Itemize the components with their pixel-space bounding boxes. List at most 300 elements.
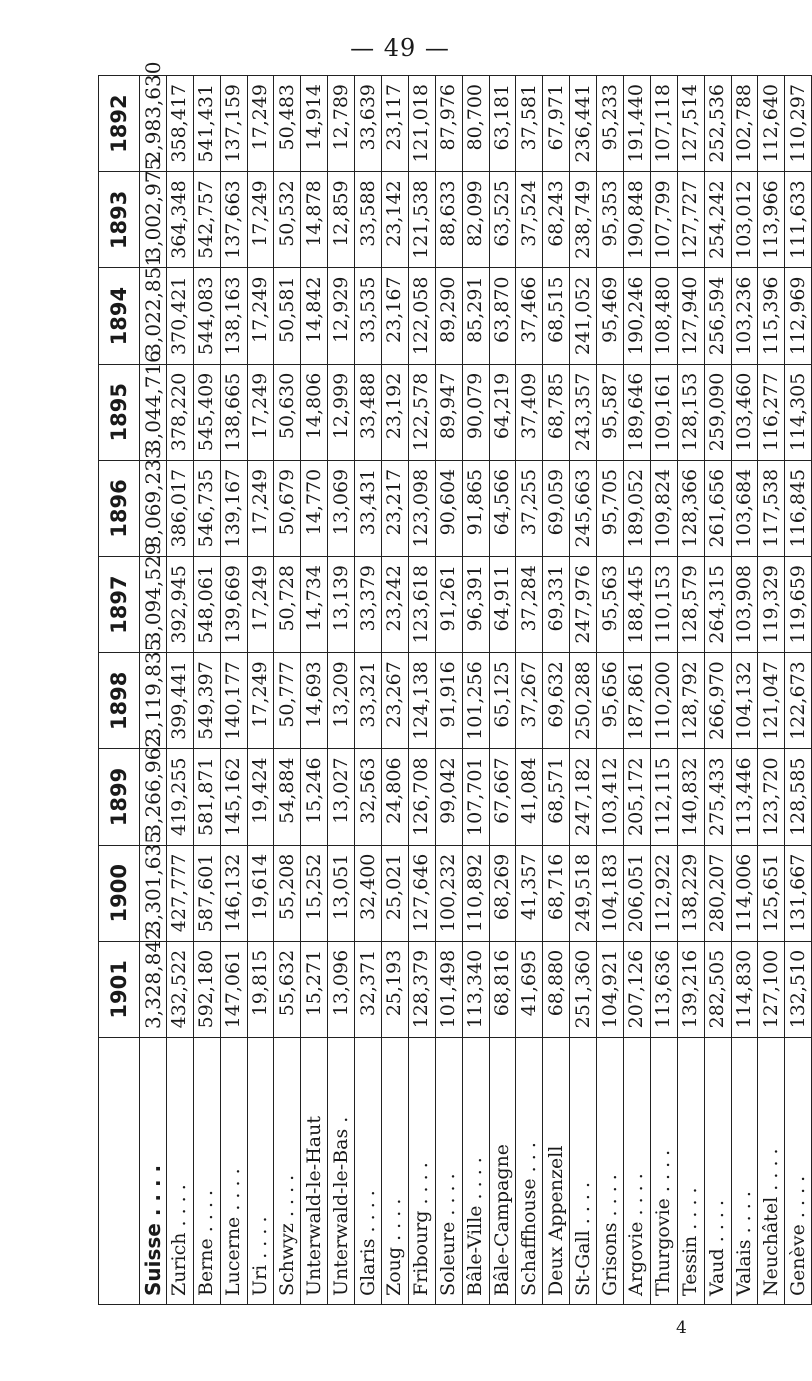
year-header: 1892: [99, 76, 140, 172]
canton-label: Argovie . . . .: [624, 1038, 651, 1305]
table-row: [328, 76, 355, 1305]
table-row: [516, 76, 543, 1305]
population-value: 275,433: [704, 749, 731, 845]
population-value: 116,845: [785, 460, 812, 556]
population-value: 127,514: [677, 76, 704, 172]
population-value: 114,006: [731, 845, 758, 941]
population-value: 37,524: [516, 172, 543, 268]
population-value: 17,249: [247, 460, 274, 556]
population-value: 137,159: [220, 76, 247, 172]
population-value: 282,505: [704, 941, 731, 1037]
population-value: 256,594: [704, 268, 731, 364]
population-value: 37,267: [516, 653, 543, 749]
population-value: 23,192: [382, 364, 409, 460]
population-value: 96,391: [462, 557, 489, 653]
population-value: 110,892: [462, 845, 489, 941]
table-row: [570, 76, 597, 1305]
population-value: 63,181: [489, 76, 516, 172]
population-value: 245,663: [570, 460, 597, 556]
population-value: 122,673: [785, 653, 812, 749]
canton-label: Unterwald-le-Bas .: [328, 1038, 355, 1305]
population-value: 13,209: [328, 653, 355, 749]
population-value: 19,424: [247, 749, 274, 845]
population-value: 137,663: [220, 172, 247, 268]
population-value: 125,651: [758, 845, 785, 941]
population-value: 138,163: [220, 268, 247, 364]
population-value: 33,379: [355, 557, 382, 653]
population-value: 15,246: [301, 749, 328, 845]
population-value: 14,693: [301, 653, 328, 749]
table-row: [462, 76, 489, 1305]
canton-label: Suisse . . . .: [140, 1038, 167, 1305]
population-value: 17,249: [247, 653, 274, 749]
population-value: 3,328,842: [140, 941, 167, 1037]
canton-label: Lucerne . . . .: [220, 1038, 247, 1305]
population-value: 23,267: [382, 653, 409, 749]
population-value: 110,297: [785, 76, 812, 172]
population-value: 14,878: [301, 172, 328, 268]
table-row: [489, 76, 516, 1305]
population-value: 104,183: [597, 845, 624, 941]
year-header: 1895: [99, 364, 140, 460]
population-value: 32,400: [355, 845, 382, 941]
population-value: 68,880: [543, 941, 570, 1037]
population-value: 12,859: [328, 172, 355, 268]
canton-label: Zoug . . . .: [382, 1038, 409, 1305]
population-value: 68,716: [543, 845, 570, 941]
population-value: 128,366: [677, 460, 704, 556]
population-value: 264,315: [704, 557, 731, 653]
population-value: 91,865: [462, 460, 489, 556]
population-value: 189,052: [624, 460, 651, 556]
population-value: 254,242: [704, 172, 731, 268]
population-value: 121,538: [408, 172, 435, 268]
table-body: [140, 61, 812, 1305]
table-row: [731, 76, 758, 1305]
population-value: 370,421: [166, 268, 193, 364]
canton-label: Bâle-Ville . . . .: [462, 1038, 489, 1305]
population-value: 205,172: [624, 749, 651, 845]
population-value: 14,806: [301, 364, 328, 460]
population-value: 14,770: [301, 460, 328, 556]
page-number: — 49 —: [350, 34, 450, 62]
population-value: 64,566: [489, 460, 516, 556]
table-row: [220, 76, 247, 1305]
population-value: 378,220: [166, 364, 193, 460]
population-value: 24,806: [382, 749, 409, 845]
population-value: 113,446: [731, 749, 758, 845]
population-value: 64,911: [489, 557, 516, 653]
population-value: 3,094,529: [140, 557, 167, 653]
population-value: 33,431: [355, 460, 382, 556]
year-header: 1896: [99, 460, 140, 556]
population-value: 119,329: [758, 557, 785, 653]
population-value: 95,705: [597, 460, 624, 556]
population-value: 25,193: [382, 941, 409, 1037]
canton-label: Soleure . . . .: [435, 1038, 462, 1305]
population-value: 63,525: [489, 172, 516, 268]
population-value: 17,249: [247, 76, 274, 172]
population-value: 32,563: [355, 749, 382, 845]
population-value: 128,153: [677, 364, 704, 460]
population-value: 116,277: [758, 364, 785, 460]
population-value: 399,441: [166, 653, 193, 749]
population-value: 261,656: [704, 460, 731, 556]
population-value: 241,052: [570, 268, 597, 364]
table-row: [301, 76, 328, 1305]
population-value: 544,083: [193, 268, 220, 364]
canton-label: Unterwald-le-Haut: [301, 1038, 328, 1305]
population-value: 128,792: [677, 653, 704, 749]
population-value: 545,409: [193, 364, 220, 460]
year-header: 1900: [99, 845, 140, 941]
population-value: 115,396: [758, 268, 785, 364]
population-value: 25,021: [382, 845, 409, 941]
population-value: 266,970: [704, 653, 731, 749]
population-value: 542,757: [193, 172, 220, 268]
canton-label: Fribourg . . . .: [408, 1038, 435, 1305]
population-value: 364,348: [166, 172, 193, 268]
population-value: 37,581: [516, 76, 543, 172]
population-value: 249,518: [570, 845, 597, 941]
table-row: [166, 76, 193, 1305]
population-value: 190,848: [624, 172, 651, 268]
population-value: 206,051: [624, 845, 651, 941]
population-value: 113,636: [650, 941, 677, 1037]
total-row: [140, 76, 167, 1305]
canton-label: Valais . . . .: [731, 1038, 758, 1305]
population-value: 107,701: [462, 749, 489, 845]
population-value: 14,842: [301, 268, 328, 364]
population-value: 95,469: [597, 268, 624, 364]
population-value: 128,379: [408, 941, 435, 1037]
population-value: 41,357: [516, 845, 543, 941]
year-header: 1894: [99, 268, 140, 364]
population-value: 13,051: [328, 845, 355, 941]
table-row: [382, 76, 409, 1305]
population-value: 100,232: [435, 845, 462, 941]
population-value: 103,236: [731, 268, 758, 364]
population-value: 55,208: [274, 845, 301, 941]
population-value: 131,667: [785, 845, 812, 941]
population-value: 191,440: [624, 76, 651, 172]
canton-label: Bâle-Campagne: [489, 1038, 516, 1305]
population-value: 33,321: [355, 653, 382, 749]
population-value: 587,601: [193, 845, 220, 941]
population-value: 581,871: [193, 749, 220, 845]
population-value: 549,397: [193, 653, 220, 749]
population-value: 250,288: [570, 653, 597, 749]
population-value: 69,331: [543, 557, 570, 653]
population-value: 103,412: [597, 749, 624, 845]
population-value: 95,656: [597, 653, 624, 749]
population-value: 91,916: [435, 653, 462, 749]
canton-label: Schwyz . . . .: [274, 1038, 301, 1305]
population-value: 103,460: [731, 364, 758, 460]
population-value: 187,861: [624, 653, 651, 749]
population-value: 91,261: [435, 557, 462, 653]
population-value: 3,022,851: [140, 268, 167, 364]
population-value: 145,162: [220, 749, 247, 845]
population-value: 37,284: [516, 557, 543, 653]
population-value: 12,789: [328, 76, 355, 172]
population-value: 3,002,975: [140, 172, 167, 268]
population-value: 111,633: [785, 172, 812, 268]
canton-label: Uri . . . .: [247, 1038, 274, 1305]
population-value: 138,229: [677, 845, 704, 941]
population-value: 113,340: [462, 941, 489, 1037]
population-value: 101,498: [435, 941, 462, 1037]
population-value: 127,940: [677, 268, 704, 364]
population-value: 37,255: [516, 460, 543, 556]
population-value: 243,357: [570, 364, 597, 460]
population-value: 23,217: [382, 460, 409, 556]
population-value: 13,139: [328, 557, 355, 653]
population-value: 68,816: [489, 941, 516, 1037]
population-value: 90,604: [435, 460, 462, 556]
population-value: 109,824: [650, 460, 677, 556]
population-value: 68,515: [543, 268, 570, 364]
population-value: 55,632: [274, 941, 301, 1037]
population-value: 252,536: [704, 76, 731, 172]
population-value: 82,099: [462, 172, 489, 268]
population-value: 14,914: [301, 76, 328, 172]
year-header-row: [99, 76, 140, 1305]
population-value: 140,177: [220, 653, 247, 749]
population-value: 33,588: [355, 172, 382, 268]
population-value: 107,799: [650, 172, 677, 268]
population-value: 95,563: [597, 557, 624, 653]
population-value: 123,618: [408, 557, 435, 653]
population-value: 32,371: [355, 941, 382, 1037]
population-value: 247,976: [570, 557, 597, 653]
population-value: 546,735: [193, 460, 220, 556]
population-value: 37,466: [516, 268, 543, 364]
table-row: [650, 76, 677, 1305]
population-value: 138,665: [220, 364, 247, 460]
footer-mark: 4: [676, 1318, 687, 1338]
population-value: 50,728: [274, 557, 301, 653]
table-row: [193, 76, 220, 1305]
rotated-table-wrapper: [98, 61, 809, 1305]
population-value: 541,431: [193, 76, 220, 172]
canton-label: Berne . . . .: [193, 1038, 220, 1305]
population-value: 85,291: [462, 268, 489, 364]
canton-label: Vaud . . . .: [704, 1038, 731, 1305]
table-row: [355, 76, 382, 1305]
population-value: 19,815: [247, 941, 274, 1037]
population-value: 146,132: [220, 845, 247, 941]
population-value: 87,976: [435, 76, 462, 172]
canton-label: Genève . . . .: [785, 1038, 812, 1305]
canton-label: Schaffhouse . . .: [516, 1038, 543, 1305]
canton-label: Neuchâtel . . . .: [758, 1038, 785, 1305]
population-value: 419,255: [166, 749, 193, 845]
population-value: 89,947: [435, 364, 462, 460]
population-value: 127,727: [677, 172, 704, 268]
population-value: 50,630: [274, 364, 301, 460]
canton-label: Tessin . . . .: [677, 1038, 704, 1305]
population-value: 189,646: [624, 364, 651, 460]
population-value: 128,585: [785, 749, 812, 845]
population-value: 99,042: [435, 749, 462, 845]
population-value: 3,266,962: [140, 749, 167, 845]
table-row: [435, 76, 462, 1305]
population-value: 113,966: [758, 172, 785, 268]
table-row: [758, 76, 785, 1305]
population-value: 17,249: [247, 557, 274, 653]
canton-label: Zurich . . . .: [166, 1038, 193, 1305]
population-value: 50,679: [274, 460, 301, 556]
population-value: 117,538: [758, 460, 785, 556]
population-value: 80,700: [462, 76, 489, 172]
population-value: 251,360: [570, 941, 597, 1037]
population-value: 95,233: [597, 76, 624, 172]
population-value: 13,096: [328, 941, 355, 1037]
canton-label: Grisons . . . .: [597, 1038, 624, 1305]
population-value: 88,633: [435, 172, 462, 268]
population-value: 12,999: [328, 364, 355, 460]
population-value: 103,684: [731, 460, 758, 556]
population-value: 23,142: [382, 172, 409, 268]
population-value: 112,115: [650, 749, 677, 845]
population-value: 89,290: [435, 268, 462, 364]
population-value: 3,119,835: [140, 653, 167, 749]
population-value: 132,510: [785, 941, 812, 1037]
population-value: 33,488: [355, 364, 382, 460]
population-value: 65,125: [489, 653, 516, 749]
population-value: 392,945: [166, 557, 193, 653]
population-value: 23,242: [382, 557, 409, 653]
population-value: 114,830: [731, 941, 758, 1037]
table-row: [785, 76, 812, 1305]
population-value: 112,922: [650, 845, 677, 941]
population-value: 107,118: [650, 76, 677, 172]
population-value: 104,132: [731, 653, 758, 749]
canton-label: St-Gall . . . .: [570, 1038, 597, 1305]
population-value: 54,884: [274, 749, 301, 845]
population-value: 69,632: [543, 653, 570, 749]
population-value: 121,018: [408, 76, 435, 172]
population-value: 190,246: [624, 268, 651, 364]
canton-label: Deux Appenzell: [543, 1038, 570, 1305]
population-value: 139,167: [220, 460, 247, 556]
population-value: 108,480: [650, 268, 677, 364]
population-value: 50,483: [274, 76, 301, 172]
population-value: 427,777: [166, 845, 193, 941]
population-value: 109,161: [650, 364, 677, 460]
population-value: 68,571: [543, 749, 570, 845]
population-value: 3,301,635: [140, 845, 167, 941]
population-value: 112,969: [785, 268, 812, 364]
population-value: 17,249: [247, 268, 274, 364]
population-table: [98, 61, 812, 1305]
table-row: [624, 76, 651, 1305]
table-row: [597, 76, 624, 1305]
population-value: 68,243: [543, 172, 570, 268]
population-value: 23,117: [382, 76, 409, 172]
canton-label: Thurgovie . . . .: [650, 1038, 677, 1305]
population-value: 147,061: [220, 941, 247, 1037]
table-row: [274, 76, 301, 1305]
population-value: 95,353: [597, 172, 624, 268]
population-value: 123,098: [408, 460, 435, 556]
population-value: 41,084: [516, 749, 543, 845]
table-row: [543, 76, 570, 1305]
population-value: 68,269: [489, 845, 516, 941]
population-value: 123,720: [758, 749, 785, 845]
population-value: 236,441: [570, 76, 597, 172]
year-header: 1899: [99, 749, 140, 845]
population-value: 548,061: [193, 557, 220, 653]
population-value: 121,047: [758, 653, 785, 749]
population-value: 110,153: [650, 557, 677, 653]
population-value: 247,182: [570, 749, 597, 845]
population-value: 50,777: [274, 653, 301, 749]
population-value: 140,832: [677, 749, 704, 845]
year-header: 1897: [99, 557, 140, 653]
population-value: 3,044,716: [140, 364, 167, 460]
population-value: 50,581: [274, 268, 301, 364]
population-value: 238,749: [570, 172, 597, 268]
population-value: 17,249: [247, 172, 274, 268]
population-value: 122,578: [408, 364, 435, 460]
population-value: 102,788: [731, 76, 758, 172]
population-value: 33,535: [355, 268, 382, 364]
population-value: 14,734: [301, 557, 328, 653]
population-value: 124,138: [408, 653, 435, 749]
population-value: 259,090: [704, 364, 731, 460]
rotated-table-frame: [98, 61, 809, 1305]
population-value: 37,409: [516, 364, 543, 460]
population-value: 23,167: [382, 268, 409, 364]
population-value: 386,017: [166, 460, 193, 556]
population-value: 68,785: [543, 364, 570, 460]
population-value: 12,929: [328, 268, 355, 364]
population-value: 127,100: [758, 941, 785, 1037]
population-value: 139,669: [220, 557, 247, 653]
population-value: 122,058: [408, 268, 435, 364]
population-value: 67,971: [543, 76, 570, 172]
population-value: 41,695: [516, 941, 543, 1037]
population-value: 63,870: [489, 268, 516, 364]
year-header: 1901: [99, 941, 140, 1037]
table-row: [677, 76, 704, 1305]
population-value: 432,522: [166, 941, 193, 1037]
population-value: 127,646: [408, 845, 435, 941]
population-value: 101,256: [462, 653, 489, 749]
population-value: 126,708: [408, 749, 435, 845]
population-value: 112,640: [758, 76, 785, 172]
population-value: 280,207: [704, 845, 731, 941]
population-value: 103,012: [731, 172, 758, 268]
population-value: 19,614: [247, 845, 274, 941]
population-value: 119,659: [785, 557, 812, 653]
population-value: 114,305: [785, 364, 812, 460]
population-value: 139,216: [677, 941, 704, 1037]
population-value: 15,252: [301, 845, 328, 941]
population-value: 188,445: [624, 557, 651, 653]
population-value: 128,579: [677, 557, 704, 653]
table-row: [408, 76, 435, 1305]
population-value: 33,639: [355, 76, 382, 172]
year-header: 1898: [99, 653, 140, 749]
population-value: 67,667: [489, 749, 516, 845]
population-value: 69,059: [543, 460, 570, 556]
year-header: 1893: [99, 172, 140, 268]
population-value: 13,027: [328, 749, 355, 845]
population-value: 104,921: [597, 941, 624, 1037]
